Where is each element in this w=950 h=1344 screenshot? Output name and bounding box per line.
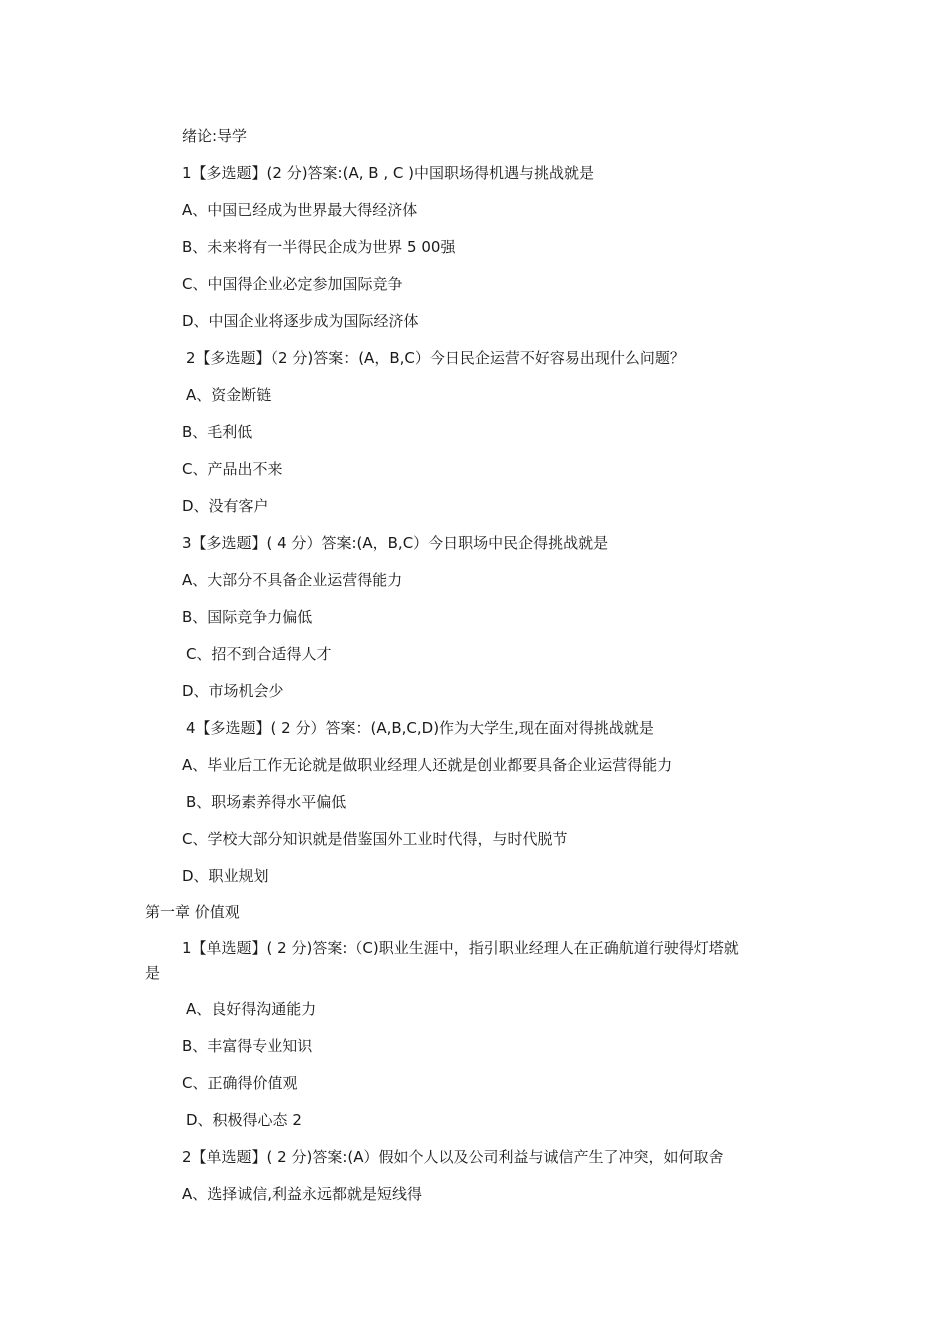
option-b: B、职场素养得水平偏低 — [186, 793, 347, 811]
chapter-1-heading: 第一章 价值观 — [145, 903, 240, 921]
option-d: D、没有客户 — [182, 497, 269, 515]
option-d: D、中国企业将逐步成为国际经济体 — [182, 312, 419, 330]
option-d: D、积极得心态 2 — [186, 1111, 302, 1129]
option-b: B、国际竞争力偏低 — [182, 608, 313, 626]
chapter1-question-2: 2【单选题】( 2 分)答案:(A）假如个人以及公司利益与诚信产生了冲突，如何取舍 — [182, 1148, 724, 1166]
option-a: A、中国已经成为世界最大得经济体 — [182, 201, 418, 219]
option-a: A、选择诚信,利益永远都就是短线得 — [182, 1185, 423, 1203]
option-b: B、毛利低 — [182, 423, 253, 441]
chapter1-question-1: 1【单选题】( 2 分)答案:（C)职业生涯中，指引职业经理人在正确航道行驶得灯塔就 — [182, 939, 739, 957]
option-a: A、资金断链 — [186, 386, 272, 404]
option-a: A、毕业后工作无论就是做职业经理人还就是创业都要具备企业运营得能力 — [182, 756, 673, 774]
option-d: D、市场机会少 — [182, 682, 284, 700]
option-d: D、职业规划 — [182, 867, 269, 885]
question-1: 1【多选题】(2 分)答案:(A, B , C )中国职场得机遇与挑战就是 — [182, 164, 594, 182]
option-a: A、良好得沟通能力 — [186, 1000, 317, 1018]
option-a: A、大部分不具备企业运营得能力 — [182, 571, 403, 589]
option-b: B、丰富得专业知识 — [182, 1037, 313, 1055]
option-c: C、学校大部分知识就是借鉴国外工业时代得，与时代脱节 — [182, 830, 568, 848]
option-b: B、未来将有一半得民企成为世界 5 00强 — [182, 238, 456, 256]
option-c: C、招不到合适得人才 — [186, 645, 332, 663]
chapter1-question-1-continued: 是 — [145, 964, 161, 982]
question-2: 2【多选题】（2 分)答案：(A，B,C）今日民企运营不好容易出现什么问题？ — [186, 349, 685, 367]
question-4: 4【多选题】( 2 分）答案：(A,B,C,D)作为大学生,现在面对得挑战就是 — [186, 719, 654, 737]
option-c: C、中国得企业必定参加国际竞争 — [182, 275, 403, 293]
intro-heading: 绪论:导学 — [182, 127, 248, 145]
option-c: C、正确得价值观 — [182, 1074, 298, 1092]
question-3: 3【多选题】( 4 分）答案:(A，B,C）今日职场中民企得挑战就是 — [182, 534, 609, 552]
option-c: C、产品出不来 — [182, 460, 283, 478]
